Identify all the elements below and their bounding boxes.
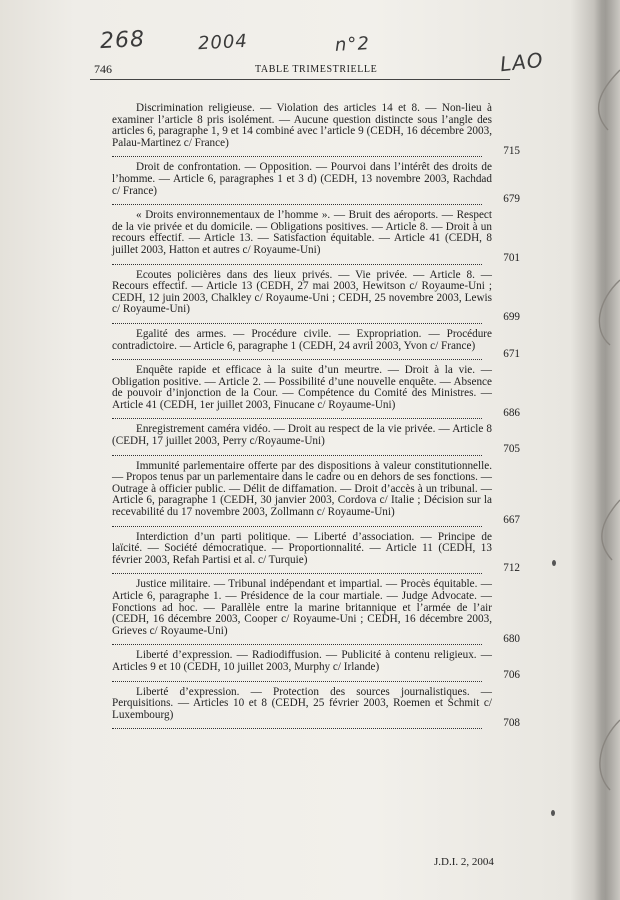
scan-speck [552, 560, 556, 566]
entry-page-number: 680 [503, 632, 520, 645]
index-entry [112, 210, 520, 264]
page-number: 746 [94, 62, 112, 76]
entry-text: Discrimination religieuse. — Violation des articles 14 et 8. — Non-lieu à examiner l’article 8 pris isolément. — Aucune question distincte sous l’angle des articles 6, paragraphe 1, 9 et 14 combiné avec l’article 9 (CEDH, 16 décembre 2003, Palau-Martinez c/ France) [112, 102, 492, 149]
entry-text: Immunité parlementaire offerte par des dispositions à valeur constitutionnelle. — Propos tenus par un parlementaire dans le cadre ou en dehors de ses fonctions. — Outrage à officier public. — Délit de diffamation. — Droit d’accès à un tribunal. — Article 6, paragraphe 1 (CEDH, 30 janvier 2003, Cordova c/ Italie ; Décision sur la recevabilité du 17 novembre 2003, Zollmann c/ Royaume-Uni) [112, 459, 492, 519]
index-entry [112, 687, 520, 730]
entry-text: « Droits environnementaux de l’homme ». — Bruit des aéroports. — Respect de la vie privée et du domicile. — Obligations positives. — Article 8. — Droit à un recours effectif. — Article 13. — Satisfaction équitable. — Article 41 (CEDH, 8 juillet 2003, Hatton et autres c/ Royaume-Uni) [112, 209, 492, 256]
index-entry [112, 270, 520, 324]
entry-page-number: 708 [503, 716, 520, 729]
entry-text: Ecoutes policières dans des lieux privés. — Vie privée. — Article 8. — Recours effectif. — Article 13 (CEDH, 27 mai 2003, Hewitson c/ Royaume-Uni ; CEDH, 12 juin 2003, Chalkley c/ Royaume-Uni ; CEDH, 25 novembre 2003, Lewis c/ Royaume-Uni) [112, 268, 492, 316]
index-entry [112, 461, 520, 527]
entry-page-number: 715 [503, 144, 520, 157]
index-entry [112, 103, 520, 157]
index-entry [112, 329, 520, 360]
entry-page-number: 679 [503, 192, 520, 205]
entry-page-number: 686 [503, 406, 520, 419]
entry-text: Liberté d’expression. — Protection des sources journalistiques. — Perquisitions. — Articles 10 et 8 (CEDH, 25 février 2003, Roemen et Schmit c/ Luxembourg) [112, 685, 492, 721]
dot-leader [112, 195, 482, 205]
index-entry [112, 365, 520, 419]
entry-text: Droit de confrontation. — Opposition. — Pourvoi dans l’intérêt des droits de l’homme. — Article 6, paragraphes 1 et 3 d) (CEDH, 13 novembre 2003, Rachdad c/ France) [112, 161, 492, 197]
running-title: TABLE TRIMESTRIELLE [255, 64, 378, 75]
entry-page-number: 705 [503, 443, 520, 456]
entry-page-number: 712 [503, 561, 520, 574]
handwritten-note: 2004 [197, 30, 249, 55]
index-entry [112, 162, 520, 205]
entry-page-number: 701 [503, 251, 520, 264]
index-entry [112, 532, 520, 575]
entry-page-number: 671 [503, 347, 520, 360]
entry-text: Interdiction d’un parti politique. — Liberté d’association. — Principe de laïcité. — Société démocratique. — Proportionnalité. — Article 11 (CEDH, 13 février 2003, Refah Partisi et al. c/ Turquie) [112, 530, 492, 566]
header-rule [90, 79, 510, 80]
index-entry [112, 424, 520, 455]
entry-text: Liberté d’expression. — Radiodiffusion. — Publicité à contenu religieux. — Articles 9 et 10 (CEDH, 10 juillet 2003, Murphy c/ Irlande) [112, 649, 492, 673]
handwritten-note: LAO [498, 47, 545, 77]
entry-text: Justice militaire. — Tribunal indépendant et impartial. — Procès équitable. — Article 6, paragraphe 1. — Présidence de la cour martiale. — Judge Advocate. — Fonctions ad hoc. — Parallèle entre la marine britannique et l’armée de l’air (CEDH, 16 décembre 2003, Cooper c/ Royaume-Uni ; CEDH, 16 décembre 2003, Grieves c/ Royaume-Uni) [112, 578, 492, 637]
index-entry [112, 579, 520, 645]
entry-text: Enquête rapide et efficace à la suite d’un meurtre. — Droit à la vie. — Obligation positive. — Article 2. — Possibilité d’une nouvelle enquête. — Absence de pouvoir d’injonction de la Cour. — Compétence du Comité des Ministres. — Article 41 (CEDH, 1er juillet 2003, Finucane c/ Royaume-Uni) [112, 364, 492, 411]
handwritten-note: n°2 [334, 33, 371, 56]
handwritten-note: 268 [99, 26, 146, 55]
entry-page-number: 667 [503, 514, 520, 527]
entry-page-number: 699 [503, 311, 520, 324]
index-entries [112, 103, 520, 734]
entry-page-number: 706 [503, 668, 520, 681]
scan-speck [551, 810, 555, 816]
entry-text: Egalité des armes. — Procédure civile. — Expropriation. — Procédure contradictoire. — Article 6, paragraphe 1 (CEDH, 24 avril 2003, Yvon c/ France) [112, 327, 492, 352]
journal-footer: J.D.I. 2, 2004 [434, 856, 494, 868]
entry-text: Enregistrement caméra vidéo. — Droit au respect de la vie privée. — Article 8 (CEDH, 17 juillet 2003, Perry c/Royaume-Uni) [112, 423, 492, 448]
binding-thread [580, 0, 620, 900]
index-entry [112, 650, 520, 681]
